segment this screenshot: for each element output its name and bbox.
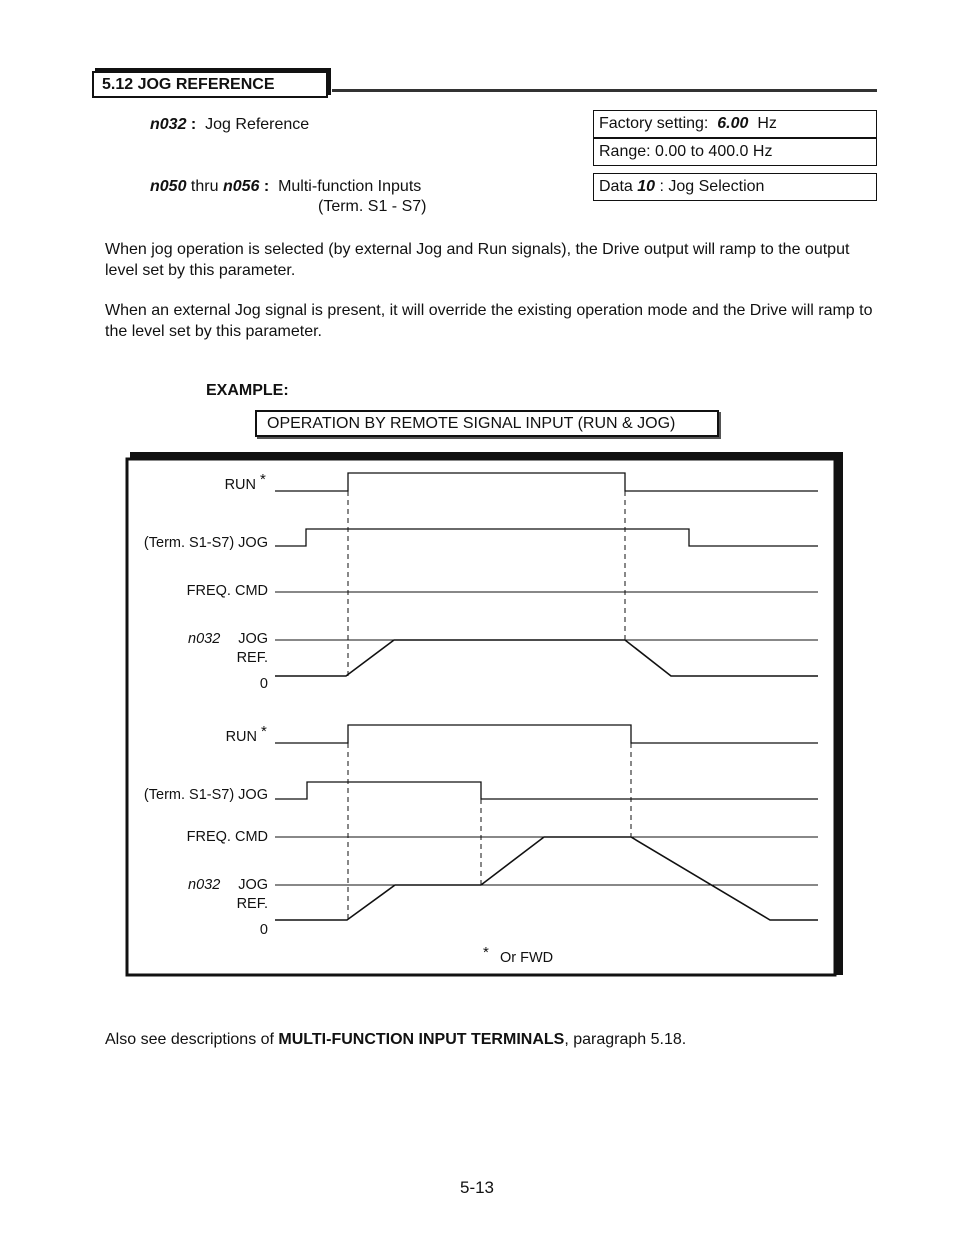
range-box: Range: 0.00 to 400.0 Hz xyxy=(593,138,877,166)
see-also-prefix: Also see descriptions of xyxy=(105,1031,279,1048)
diagram-frame xyxy=(127,452,843,975)
label-zero-1: 0 xyxy=(259,676,268,692)
factory-setting-unit: Hz xyxy=(752,115,777,132)
label-ref-1: REF. xyxy=(236,650,268,666)
label-freq-cmd-2: FREQ. CMD xyxy=(186,829,268,845)
label-run-star-1: * xyxy=(260,471,266,488)
label-n032-1: n032 xyxy=(188,631,221,647)
example-label: EXAMPLE: xyxy=(206,382,289,399)
see-also-bold: MULTI-FUNCTION INPUT TERMINALS xyxy=(278,1031,565,1048)
label-freq-cmd-1: FREQ. CMD xyxy=(186,583,268,599)
output-freq-1 xyxy=(275,640,818,676)
param-thru: thru xyxy=(186,178,223,195)
label-zero-2: 0 xyxy=(259,922,268,938)
param-desc: Multi-function Inputs xyxy=(278,178,422,195)
label-jog-2: (Term. S1-S7) JOG xyxy=(143,787,268,803)
param-sub-terminals: (Term. S1 - S7) xyxy=(318,198,427,215)
output-freq-2 xyxy=(275,837,818,920)
page-number: 5-13 xyxy=(459,1178,495,1197)
jog-signal-2 xyxy=(275,782,818,799)
factory-setting-value: 6.00 xyxy=(717,115,749,132)
label-jog-1: (Term. S1-S7) JOG xyxy=(143,535,268,551)
factory-setting-label: Factory setting: xyxy=(599,115,713,132)
example-title-box: OPERATION BY REMOTE SIGNAL INPUT (RUN & JOG) xyxy=(255,410,719,437)
param-code-n056: n056 xyxy=(222,178,260,195)
label-n032-2: n032 xyxy=(188,877,221,893)
param-desc: Jog Reference xyxy=(205,116,310,133)
param-colon: : xyxy=(186,116,197,133)
label-ref-2: REF. xyxy=(236,896,268,912)
paragraph-jog-operation: When jog operation is selected (by external Jog and Run signals), the Drive output will ramp to the output level set by this parameter. xyxy=(105,241,850,279)
param-code-n050: n050 xyxy=(150,178,187,195)
see-also-text xyxy=(105,1031,686,1049)
data-suffix: : Jog Selection xyxy=(655,178,765,195)
see-also-suffix: , paragraph 5.18. xyxy=(564,1031,687,1048)
label-jog-word-2: JOG xyxy=(238,877,268,893)
label-jog-word-1: JOG xyxy=(238,631,268,647)
run-signal-1 xyxy=(275,473,818,491)
param-colon: : xyxy=(259,178,270,195)
run-signal-2 xyxy=(275,725,818,743)
footnote-or-fwd: Or FWD xyxy=(500,950,554,966)
paragraph-jog-override: When an external Jog signal is present, it will override the existing operation mode and the Drive will ramp to the level set by this parameter. xyxy=(105,302,873,340)
label-run-star-2: * xyxy=(261,723,267,740)
footnote-star: * xyxy=(483,944,489,961)
data-value: 10 xyxy=(637,178,656,195)
label-run-1: RUN xyxy=(224,477,256,493)
param-code-n032: n032 xyxy=(150,116,187,133)
label-run-2: RUN xyxy=(225,729,257,745)
jog-signal-1 xyxy=(275,529,818,546)
section-heading: 5.12 JOG REFERENCE xyxy=(92,71,328,98)
data-label: Data xyxy=(599,178,638,195)
